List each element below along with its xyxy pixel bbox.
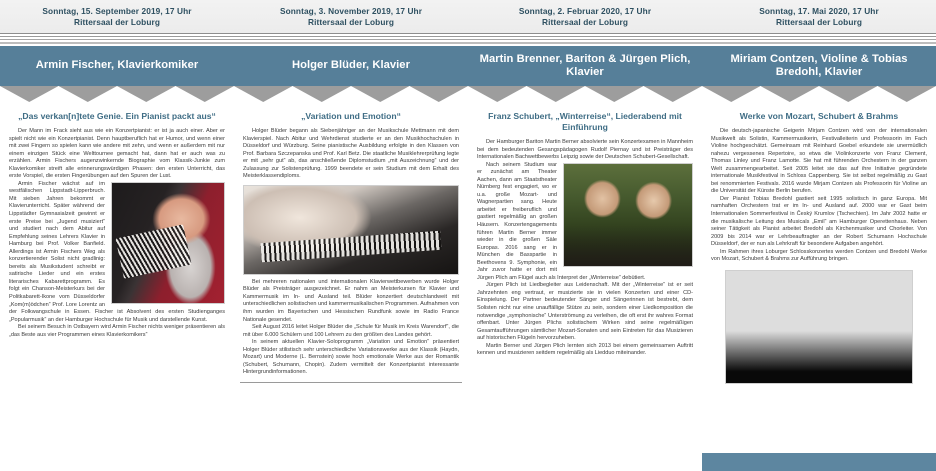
zigzag-tooth — [878, 86, 936, 102]
zigzag-teeth-2 — [234, 86, 468, 102]
concert-venue-line-4: Rittersaal der Loburg — [775, 16, 862, 27]
paragraph: Der Mann im Frack sieht aus wie ein Konzertpianist: er ist ja auch einer. Aber er spielt nicht wie ein Konzertpianist. Denn hauptberuflich hat er Humor, und wenn einer mit zwei Fingern so spielen kann wie andere mit zehn, und wenn er außerdem mit nur einem einzigen Stück eine Welttournee gemacht hat, dann hat er auch was zu erzählen. Armin Fischers augenzwinkernde Biographie vom Klassik-Junkie zum Klavierkomiker streift alle erinnerungswürdigen Phasen: den ersten Unterricht, das erste Vorspiel, die ersten Fingerübungen auf den Spuren der Lust. — [9, 128, 225, 180]
zigzag-tooth — [644, 86, 703, 102]
paragraph: Die deutsch-japanische Geigerin Mirjam Contzen wird von der internationalen Musikwelt als Solistin, Kammermusikerin, Festivalleiterin und Professorin im Fach Violine hochgeschätzt. Gemeinsam mit Reinhard Goebel erkundete sie unermüdlich nahezu vergessenes Repertoire, so etwa die Violinkonzerte von Franz Clement, Thomas Linley und Franz Lamotte. Sie hat mit führenden Orchestern in der ganzen Welt zusammengearbeitet. Seit 2005 leitet sie das auf ihre Initiative gegründete internationale Musikfestival in Schloss Cappenberg. Sie ist selbst regelmäßig zu Gast bei renommierten Festivals. 2016 wurde Mirjam Contzen als Professorin für Violine an die Universität der Künste Berlin berufen. — [711, 128, 927, 195]
zigzag-tooth — [761, 86, 820, 102]
paragraph: Seit August 2016 leitet Holger Blüder die „Schule für Musik im Kreis Warendorf“, die mit über 6.000 Schülern und 100 Lehrern zu den größten des Landes gehört. — [243, 324, 459, 338]
concert-venue-line-3: Rittersaal der Loburg — [541, 16, 628, 27]
concert-date-header-1 — [0, 0, 234, 33]
concert-date-line-1: Sonntag, 15. September 2019, 17 Uhr — [42, 6, 192, 16]
rule-spacer-1 — [0, 33, 234, 46]
concert-date-header-4 — [702, 0, 936, 33]
concert-venue-line-1: Rittersaal der Loburg — [73, 16, 160, 27]
zigzag-tooth — [0, 86, 59, 102]
paragraph: Der Hamburger Bariton Martin Berner absolvierte sein Konzertexamen in Mannheim bei dem bedeutenden Gesangspädagogen Rudolf Piernay und ist Preisträger des Internationalen Bachwettbewerbs Leipzig sowie der Deutschen Schubert-Gesellschaft. — [477, 139, 693, 161]
program-subtitle-1: „Das verkan[n]tete Genie. Ein Pianist packt aus“ — [18, 111, 216, 121]
zigzag-teeth-3 — [468, 86, 702, 102]
zigzag-tooth — [117, 86, 176, 102]
program-subtitle-3: Franz Schubert, „Winterreise“, Liederabend mit Einführung — [488, 111, 682, 132]
concert-date-header-3 — [468, 0, 702, 33]
artist-banner-2: Holger Blüder, Klavier — [234, 46, 468, 86]
paragraph: Im Rahmen ihres Loburger Schlosskonzertes werden Contzen und Bredohl Werke von Mozart, Schubert & Brahms zur Aufführung bringen. — [711, 248, 927, 263]
paragraph: Holger Blüder begann als Siebenjähriger an der Musikschule Mettmann mit dem Klavierspiel. Nach Abitur und Wehrdienst studierte er an den Musikhochschulen in Düsseldorf und Würzburg. Seine pianistische Ausbildung erfolgte in den Klassen von Prof. Barbara Szczepanska und Prof. Karl Betz. Die staatliche Musiklehrerprüfung legte er mit „sehr gut“ ab, das anschließende Diplomstudium „mit Auszeichnung“ und der Zulassung zur Solistenprüfung. 1999 beendete er sein Studium mit dem Erhalt des Meisterklassendiploms. — [243, 128, 459, 180]
zigzag-tooth — [351, 86, 410, 102]
program-subtitle-2: „Variation und Emotion“ — [301, 111, 401, 121]
paragraph: Armin Fischer wächst auf im westfälischen Lippstadt-Lipperbruch. Mit sieben Jahren bekommt er Klavierunterricht. Später während der Lippstädter Gymnasialzeit gewinnt er erste Preise bei „Jugend musiziert“ und studiert nach dem Abitur auf Empfehlung seines Lehrers Klavier in Hamburg bei Prof. Volker Banfield. Allerdings ist Armin Fischers Weg als konzertierender Solist nicht gradlinig: bereits als Musikstudent schreibt er satirische Lieder und ein erstes literarisches Kabarettprogramm. Es folgt ein Chanson-Meisterkurs bei der Politkabarett-Ikone vom Düsseldorfer „Kom(m)ödchen“ Prof. Lore Lorentz an der Folkwangschule in Essen. Fischer ist Absolvent des ersten Studienganges „Popularmusik“ an der Hamburger Hochschule für Musik und darstellende Kunst. — [9, 180, 225, 323]
rule-spacer-4 — [702, 33, 936, 46]
zigzag-tooth — [819, 86, 878, 102]
zigzag-tooth — [410, 86, 469, 102]
paragraph: In seinem aktuellen Klavier-Soloprogramm „Variation und Emotion“ präsentiert Holger Blüder stilistisch sehr unterschiedliche Variationswerke aus der Klassik (Haydn, Mozart) und Moderne (L. Bernstein) sowie hoch emotionale Werke aus der Romantik (Schubert, Schumann, Chopin). Zudem vermittelt der Konzertpianist interessante Hintergrundinformationen. — [243, 339, 459, 376]
rule-spacer-3 — [468, 33, 702, 46]
artist-photo-4 — [725, 270, 913, 384]
concert-body-2 — [234, 128, 468, 377]
artist-banner-1: Armin Fischer, Klavierkomiker — [0, 46, 234, 86]
concert-venue-line-2: Rittersaal der Loburg — [307, 16, 394, 27]
concert-column-4 — [702, 0, 936, 471]
rule-spacer-2 — [234, 33, 468, 46]
artist-photo-2 — [243, 185, 459, 275]
zigzag-tooth — [293, 86, 352, 102]
paragraph: Bei seinem Besuch in Ostbayern wird Armin Fischer nichts weniger präsentieren als „das Beste aus vier Programmen eines Klavierkomikers“ — [9, 324, 225, 338]
artist-photo-3 — [563, 163, 693, 267]
zigzag-tooth — [234, 86, 293, 102]
artist-banner-3: Martin Brenner, Bariton & Jürgen Plich, Klavier — [468, 46, 702, 86]
zigzag-teeth-4 — [702, 86, 936, 102]
zigzag-tooth — [527, 86, 586, 102]
zigzag-tooth — [702, 86, 761, 102]
concert-column-3 — [468, 0, 702, 471]
zigzag-tooth — [59, 86, 118, 102]
zigzag-divider-2 — [234, 86, 468, 102]
zigzag-divider-1 — [0, 86, 234, 102]
concert-date-header-2 — [234, 0, 468, 33]
concert-date-line-4: Sonntag, 17. Mai 2020, 17 Uhr — [759, 6, 879, 16]
artist-banner-4: Miriam Contzen, Violine & Tobias Bredohl, Klavier — [702, 46, 936, 86]
zigzag-divider-3 — [468, 86, 702, 102]
artist-photo-1 — [111, 182, 225, 304]
concert-column-1 — [0, 0, 234, 471]
zigzag-teeth-1 — [0, 86, 234, 102]
concert-column-2 — [234, 0, 468, 471]
concert-body-4 — [702, 128, 936, 384]
paragraph: Jürgen Plich ist Liedbegleiter aus Leidenschaft. Mit der „Winterreise“ ist er seit Jahrzehnten eng vertraut, er musizierte sie in vielen Konzerten und einer CD-Einspielung. Der Partner bedeutender Sänger und Sängerinnen ist bestrebt, dem Solisten nicht nur eine unauffällige Stütze zu sein, sondern einer Liedkomposition die notwendige „symphonische“ Unterströmung zu verleihen, die oft erst ihr wahres Format offenbart. Unter Jürgen Plichs solistischem Wirken sind seine regelmäßigen Gesamtaufführungen sämtlicher Mozart-Sonaten und sein Eintreten für das Musizieren auf historischen Flügeln hervorzuheben. — [477, 282, 693, 342]
program-subtitle-4: Werke von Mozart, Schubert & Brahms — [739, 111, 899, 121]
concert-body-3 — [468, 139, 702, 358]
concert-date-line-3: Sonntag, 2. Februar 2020, 17 Uhr — [518, 6, 652, 16]
concert-body-1 — [0, 128, 234, 339]
concert-date-line-2: Sonntag, 3. November 2019, 17 Uhr — [279, 6, 423, 16]
zigzag-divider-4 — [702, 86, 936, 102]
bottom-rule-2 — [240, 382, 462, 383]
zigzag-tooth — [468, 86, 527, 102]
paragraph: Nach seinem Studium war er zunächst am Theater Aachen, dann am Staatstheater Nürnberg fest engagiert, wo er u.a. große Mozart- und Wagnerpartien sang. Heute arbeitet er freiberuflich und gastiert regelmäßig an großen Häusern. Konzertengagements führen Martin Berner immer wieder in die großen Säle Europas. 2016 sang er in München die Basspartie in Beethovens 9. Symphonie, ein Jahr zuvor hatte er dort mit Jürgen Plich am Flügel auch als Interpret der „Winterreise“ debütiert. — [477, 161, 646, 281]
paragraph: Bei mehreren nationalen und internationalen Klavierwettbewerben wurde Holger Blüder als Preisträger ausgezeichnet. Er nahm an Meisterkursen für Klavier und Kammermusik im In- und Ausland teil. Blüder konzertiert deutschlandweit mit unterschiedlichen solistischen und kammermusikalischen Programmen. Aufnahmen von ihm wurden im Bayerischen und Hessischen Rundfunk sowie im Radio France Nationale gesendet. — [243, 278, 459, 323]
paragraph: Martin Berner und Jürgen Plich lernten sich 2013 bei einem gemeinsamen Auftritt kennen und musizieren seitdem regelmäßig als Liedduo miteinander. — [477, 342, 693, 357]
paragraph: Der Pianist Tobias Bredohl gastiert seit 1995 solistisch in ganz Europa. Mit namhaften Orchestern trat er im In- und Ausland auf. 2000 war er Gast beim Internationalen Sommerfestival in Český Krumlov (Tschechien). Im Jahr 2002 hatte er die musikalische Leitung des Musicals „Emil“ am Hamburger Operettenhaus. Neben seiner Tätigkeit als Pianist arbeitet Bredohl als Kirchenmusiker und Chorleiter. Von 2009 bis 2014 war er Lehrbeauftragter an der Robert Schumann Hochschule Düsseldorf, der er nun als Lehrkraft für besondere Aufgaben angehört. — [711, 195, 927, 248]
zigzag-tooth — [176, 86, 235, 102]
zigzag-tooth — [585, 86, 644, 102]
footer-blue-bar — [702, 453, 936, 471]
